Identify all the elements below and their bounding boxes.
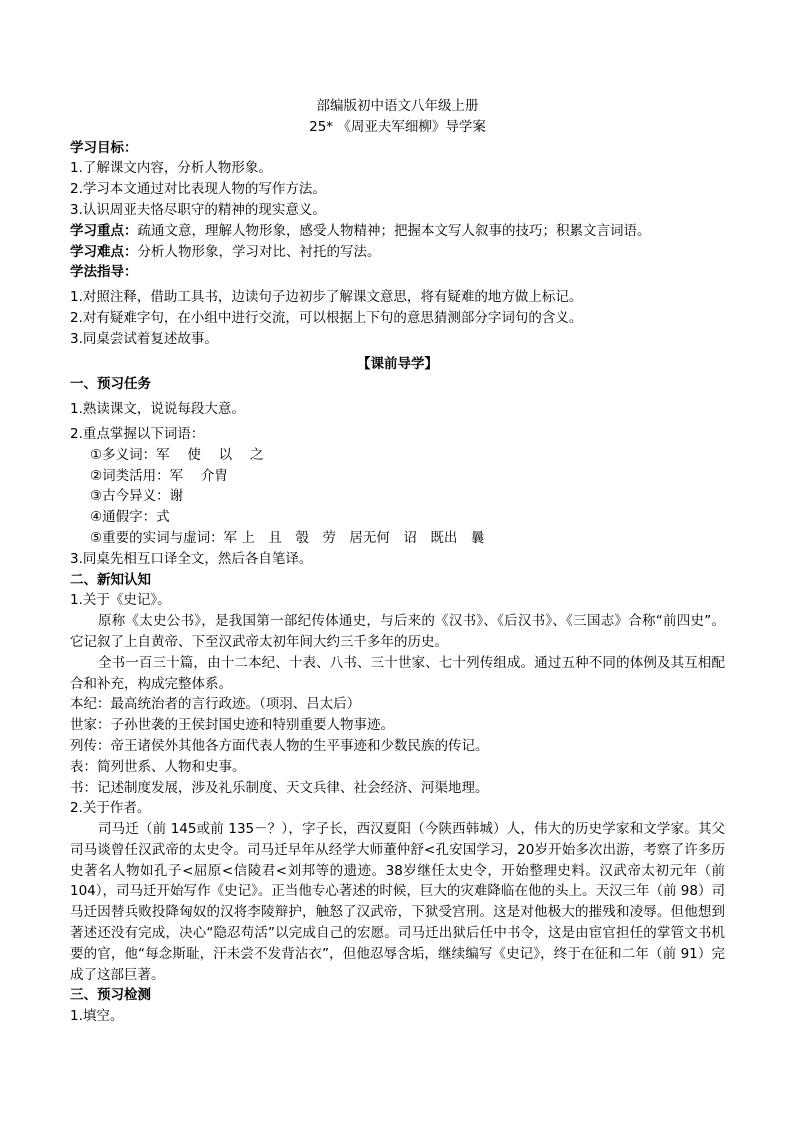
difficulty-line (70, 242, 725, 263)
knowledge-item: 1.关于《史记》。 (70, 592, 171, 609)
definition-line: 表：简列世系、人物和史事。 (70, 758, 246, 775)
shiji-structure-paragraph: 全书一百三十篇，由十二本纪、十表、八书、三十世家、七十列传组成。通过五种不同的体例及其互相配合和补充，构成完整体系。 (70, 654, 725, 692)
check-item: 1.填空。 (70, 1008, 124, 1025)
definition-line: 世家：子孙世袭的王侯封国史迹和特别重要人物事迹。 (70, 717, 394, 734)
document-title: 部编版初中语文八年级上册 (316, 98, 479, 114)
task-item: 2.重点掌握以下词语： (70, 425, 205, 442)
definition-line: 书：记述制度发展，涉及礼乐制度、天文兵律、社会经济、河渠地理。 (70, 779, 489, 796)
document-subtitle: 25* 《周亚夫军细柳》导学案 (309, 118, 486, 135)
method-item: 3.同桌尝试着复述故事。 (70, 330, 218, 347)
definition-line: 本纪：最高统治者的言行政迹。（项羽、吕太后） (70, 696, 361, 713)
difficulty-text: 分析人物形象，学习对比、衬托的写法。 (137, 243, 381, 260)
vocab-item: ③古今异义：谢 (90, 488, 184, 505)
focus-text: 疏通文意，理解人物形象，感受人物精神；把握本文写人叙事的技巧；积累文言词语。 (137, 222, 651, 239)
definition-line: 列传：帝王诸侯外其他各方面代表人物的生平事迹和少数民族的传记。 (70, 737, 489, 754)
difficulty-label: 学习难点： (70, 243, 138, 260)
method-heading: 学法指导： (70, 264, 138, 281)
objective-item: 1.了解课文内容，分析人物形象。 (70, 160, 272, 177)
section-heading-new-knowledge: 二、新知认知 (70, 571, 151, 588)
document-page (70, 96, 725, 1027)
section-heading-preview-task: 一、预习任务 (70, 376, 151, 393)
method-item: 2.对有疑难字句，在小组中进行交流，可以根据上下句的意思猜测部分字词句的含义。 (70, 309, 583, 326)
task-item: 3.同桌先相互口译全文，然后各自笔译。 (70, 550, 313, 567)
author-paragraph: 司马迁（前 145或前 135－？），字子长，西汉夏阳（今陕西韩城）人，伟大的历史学家和文学家。其父司马谈曾任汉武帝的太史令。司马迁早年从经学大师董仲舒<孔安国学习，20岁开始多次出游，考察了许多历史著名人物如孔子<屈原<信陵君<刘邦等的遗迹。38岁继任太史令，开始整理史料。汉武帝太初元年（前104），司马迁开始写作《史记》。正当他专心著述的时候，巨大的灾难降临在他的头上。天汉三年（前 98）司马迁因替兵败投降匈奴的汉将李陵辩护，触怒了汉武帝，下狱受宫刑。这是对他极大的摧残和凌辱。但他想到著述还没有完成，决心“隐忍苟活”以完成自己的宏愿。司马迁出狱后任中书令，这是由宦官担任的掌管文书机要的官，他“每念斯耻，汗未尝不发背沾衣”，但他忍辱含垢，继续编写《史记》，终于在征和二年（前 91）完成了这部巨著。 (70, 821, 725, 983)
objective-item: 3.认识周亚夫恪尽职守的精神的现实意义。 (70, 201, 326, 218)
knowledge-item: 2.关于作者。 (70, 800, 151, 817)
objectives-heading: 学习目标： (70, 139, 138, 156)
focus-label: 学习重点： (70, 222, 138, 239)
vocab-item: ①多义词：军 使 以 之 (90, 446, 264, 463)
vocab-item: ⑤重要的实词与虚词：军 上 且 彀 劳 居无何 诏 既出 曩 (90, 529, 485, 546)
method-item: 1.对照注释，借助工具书，边读句子边初步了解课文意思，将有疑难的地方做上标记。 (70, 289, 583, 306)
vocab-item: ④通假字：式 (90, 509, 170, 526)
objective-item: 2.学习本文通过对比表现人物的写作方法。 (70, 181, 326, 198)
section-heading-preview-check: 三、预习检测 (70, 987, 151, 1004)
preclass-banner: 【课前导学】 (357, 355, 438, 372)
vocab-item: ②词类活用：军 介胄 (90, 467, 228, 484)
task-item: 1.熟读课文，说说每段大意。 (70, 401, 245, 418)
shiji-paragraph: 原称《太史公书》，是我国第一部纪传体通史，与后来的《汉书》、《后汉书》、《三国志》合称“前四史”。它记叙了上自黄帝、下至汉武帝太初年间大约三千多年的历史。 (70, 613, 725, 650)
focus-line (70, 221, 725, 242)
